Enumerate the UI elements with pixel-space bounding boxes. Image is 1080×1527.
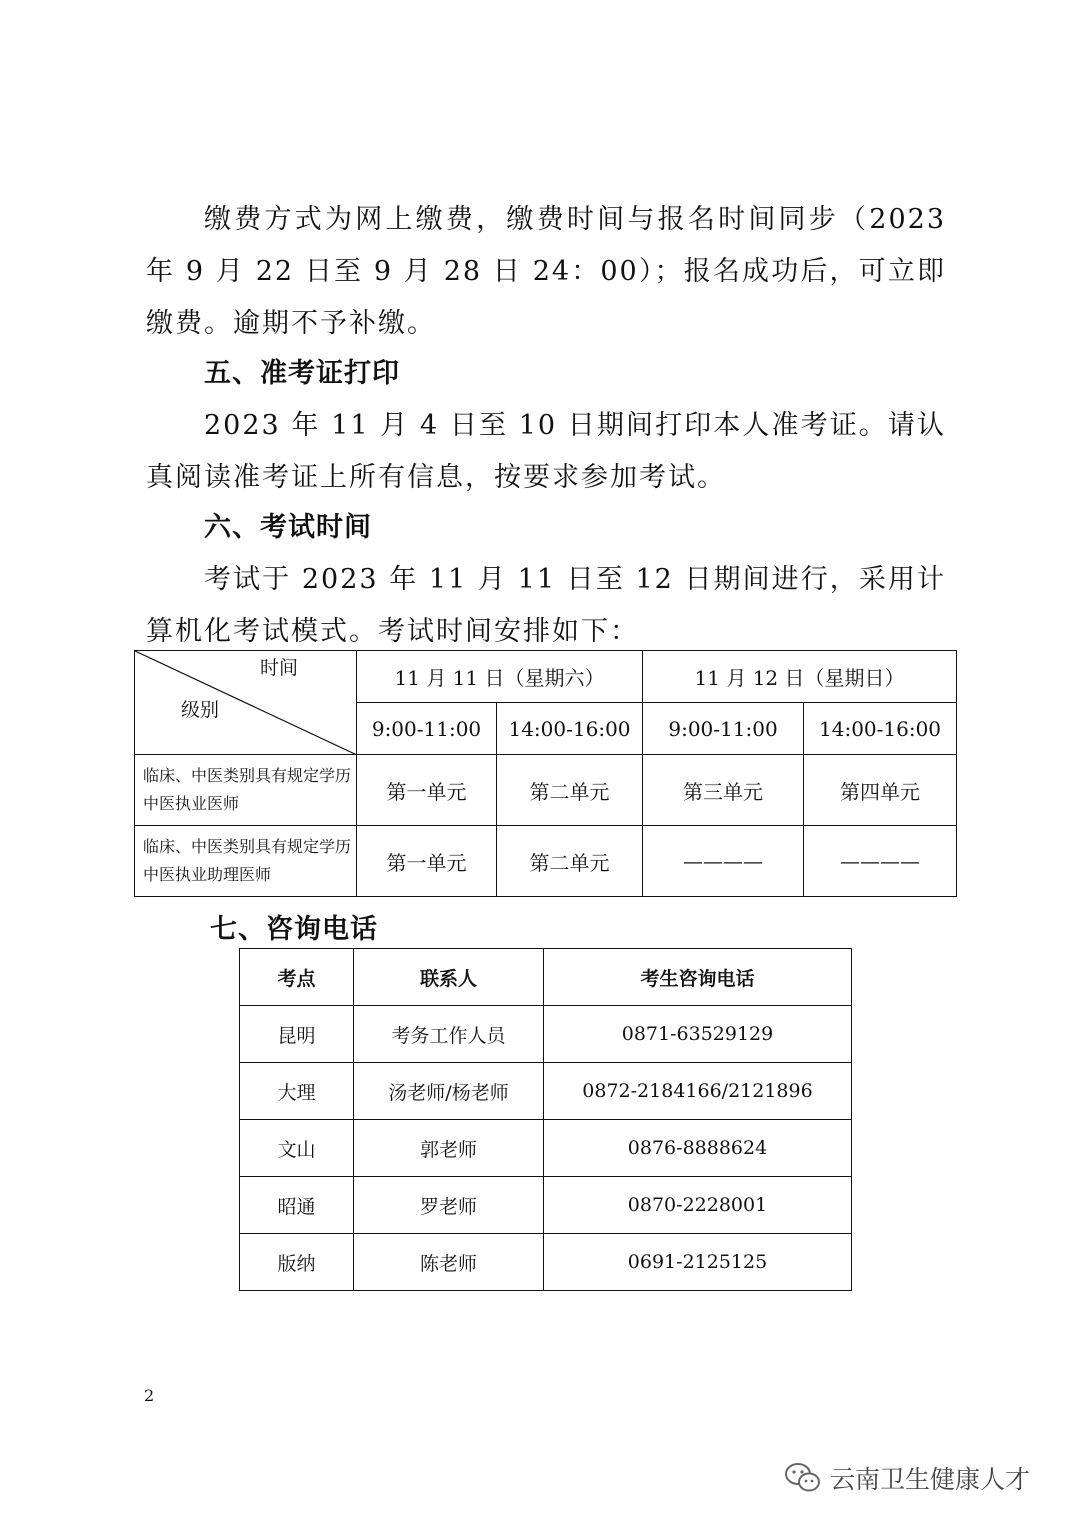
contact-person: 郭老师 (354, 1120, 544, 1177)
diagonal-line (135, 651, 357, 755)
unit-cell: 第二单元 (497, 826, 643, 897)
contact-person: 陈老师 (354, 1234, 544, 1291)
contact-person: 罗老师 (354, 1177, 544, 1234)
table-row (240, 1120, 852, 1177)
phone-number: 0870-2228001 (544, 1177, 852, 1234)
unit-cell: 第四单元 (804, 755, 957, 826)
contact-table (239, 948, 852, 1291)
contact-person: 考务工作人员 (354, 1006, 544, 1063)
exam-header-row (135, 651, 957, 703)
header-exam-site: 考点 (240, 949, 354, 1006)
unit-cell: 第三单元 (643, 755, 804, 826)
exam-site: 版纳 (240, 1234, 354, 1291)
corner-time-label: 时间 (259, 657, 298, 679)
phone-number: 0871-63529129 (544, 1006, 852, 1063)
unit-cell: ———— (643, 826, 804, 897)
unit-cell: 第一单元 (357, 755, 497, 826)
phone-number: 0876-8888624 (544, 1120, 852, 1177)
time-slot: 14:00-16:00 (804, 703, 957, 755)
phone-number: 0691-2125125 (544, 1234, 852, 1291)
admit-card-paragraph: 2023 年 11 月 4 日至 10 日期间打印本人准考证。请认真阅读准考证上所有信息，按要求参加考试。 (146, 410, 946, 493)
day-header: 11 月 12 日（星期日） (643, 651, 957, 703)
exam-row-assistant (135, 826, 957, 897)
phone-number: 0872-2184166/2121896 (544, 1063, 852, 1120)
day-header: 11 月 11 日（星期六） (357, 651, 643, 703)
exam-site: 昆明 (240, 1006, 354, 1063)
exam-site: 大理 (240, 1063, 354, 1120)
time-slot: 9:00-11:00 (357, 703, 497, 755)
row-label: 临床、中医类别具有规定学历中医执业医师 (135, 755, 357, 826)
section6-heading: 六、考试时间 (204, 512, 372, 543)
payment-paragraph: 缴费方式为网上缴费，缴费时间与报名时间同步（2023 年 9 月 22 日至 9 月 28 日 24：00）；报名成功后，可立即缴费。逾期不予补缴。 (146, 204, 946, 339)
contact-header-row (240, 949, 852, 1006)
table-row (240, 1177, 852, 1234)
unit-cell: 第二单元 (497, 755, 643, 826)
table-row (240, 1234, 852, 1291)
time-slot: 14:00-16:00 (497, 703, 643, 755)
exam-schedule-table (134, 650, 957, 897)
unit-cell: 第一单元 (357, 826, 497, 897)
section7-heading: 七、咨询电话 (210, 914, 378, 945)
exam-time-paragraph: 考试于 2023 年 11 月 11 日至 12 日期间进行，采用计算机化考试模式。考试时间安排如下： (146, 564, 946, 647)
table-row (240, 1063, 852, 1120)
corner-level-label: 级别 (181, 699, 220, 721)
exam-row-physician (135, 755, 957, 826)
wechat-icon (784, 1461, 822, 1495)
watermark-text: 云南卫生健康人才 (830, 1465, 1031, 1494)
contact-person: 汤老师/杨老师 (354, 1063, 544, 1120)
diagonal-header-cell (135, 651, 357, 755)
header-contact-person: 联系人 (354, 949, 544, 1006)
row-label: 临床、中医类别具有规定学历中医执业助理医师 (135, 826, 357, 897)
exam-site: 昭通 (240, 1177, 354, 1234)
section5-heading: 五、准考证打印 (204, 358, 400, 389)
exam-site: 文山 (240, 1120, 354, 1177)
table-row (240, 1006, 852, 1063)
time-slot: 9:00-11:00 (643, 703, 804, 755)
watermark (784, 1458, 1030, 1498)
unit-cell: ———— (804, 826, 957, 897)
page-number: 2 (144, 1386, 155, 1405)
header-phone: 考生咨询电话 (544, 949, 852, 1006)
